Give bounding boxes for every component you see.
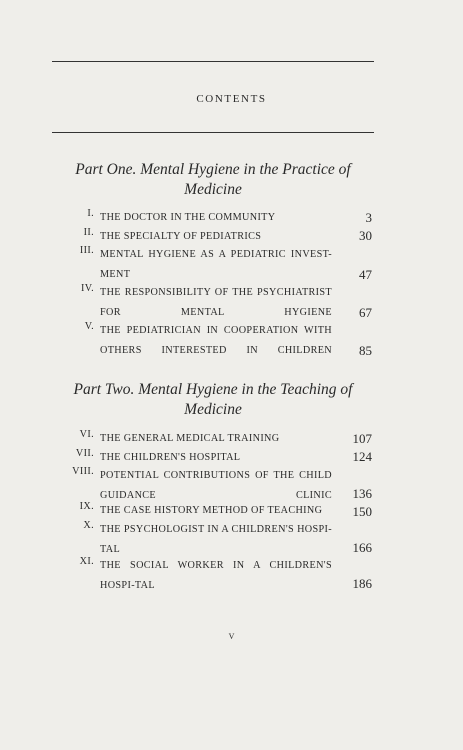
- page-number: 150: [352, 504, 372, 519]
- chapter-number: IX.: [79, 501, 94, 512]
- page-number: 186: [352, 576, 372, 591]
- page-number: 166: [352, 540, 372, 555]
- chapter-number: VI.: [79, 429, 94, 440]
- page-number: 124: [352, 449, 372, 464]
- chapter-title: THE PEDIATRICIAN IN COOPERATION WITH OTHERS INTERESTED IN CHILDREN: [100, 325, 332, 356]
- chapter-title: THE RESPONSIBILITY OF THE PSYCHIATRIST FOR MENTAL HYGIENE: [100, 287, 332, 318]
- chapter-title: THE CHILDREN'S HOSPITAL: [100, 452, 241, 463]
- page-number: 47: [359, 267, 372, 282]
- folio-page-number: v: [228, 628, 235, 642]
- part-two-title: Part Two. Mental Hygiene in the Teaching of Medicine: [73, 381, 353, 418]
- top-rule: [52, 61, 374, 62]
- page-number: 136: [352, 486, 372, 501]
- page-number: 30: [359, 228, 372, 243]
- chapter-title: THE CASE HISTORY METHOD OF TEACHING: [100, 505, 323, 516]
- chapter-title: THE DOCTOR IN THE COMMUNITY: [100, 212, 276, 223]
- chapter-title: POTENTIAL CONTRIBUTIONS OF THE CHILD GUIDANCE CLINIC: [100, 470, 332, 501]
- part-one-title: Part One. Mental Hygiene in the Practice of Medicine: [75, 161, 351, 198]
- chapter-number: V.: [84, 321, 94, 332]
- chapter-title: THE GENERAL MEDICAL TRAINING: [100, 433, 280, 444]
- chapter-title: THE SPECIALTY OF PEDIATRICS: [100, 231, 262, 242]
- chapter-number: IV.: [80, 283, 94, 294]
- chapter-title: MENTAL HYGIENE AS A PEDIATRIC INVEST-MENT: [100, 249, 332, 280]
- page-number: 3: [365, 210, 372, 225]
- chapter-number: I.: [87, 208, 94, 219]
- chapter-title: THE SOCIAL WORKER IN A CHILDREN'S HOSPI-TAL: [100, 560, 332, 591]
- chapter-number: III.: [79, 245, 94, 256]
- heading-rule: [52, 132, 374, 133]
- page-number: 107: [352, 431, 372, 446]
- chapter-number: X.: [83, 520, 94, 531]
- chapter-title: THE PSYCHOLOGIST IN A CHILDREN'S HOSPI-TAL: [100, 524, 332, 555]
- page-number: 67: [359, 305, 372, 320]
- chapter-number: VII.: [75, 448, 94, 459]
- page-number: 85: [359, 343, 372, 358]
- chapter-number: II.: [83, 227, 94, 238]
- chapter-number: VIII.: [72, 466, 94, 477]
- contents-heading: CONTENTS: [196, 93, 267, 105]
- chapter-number: XI.: [79, 556, 94, 567]
